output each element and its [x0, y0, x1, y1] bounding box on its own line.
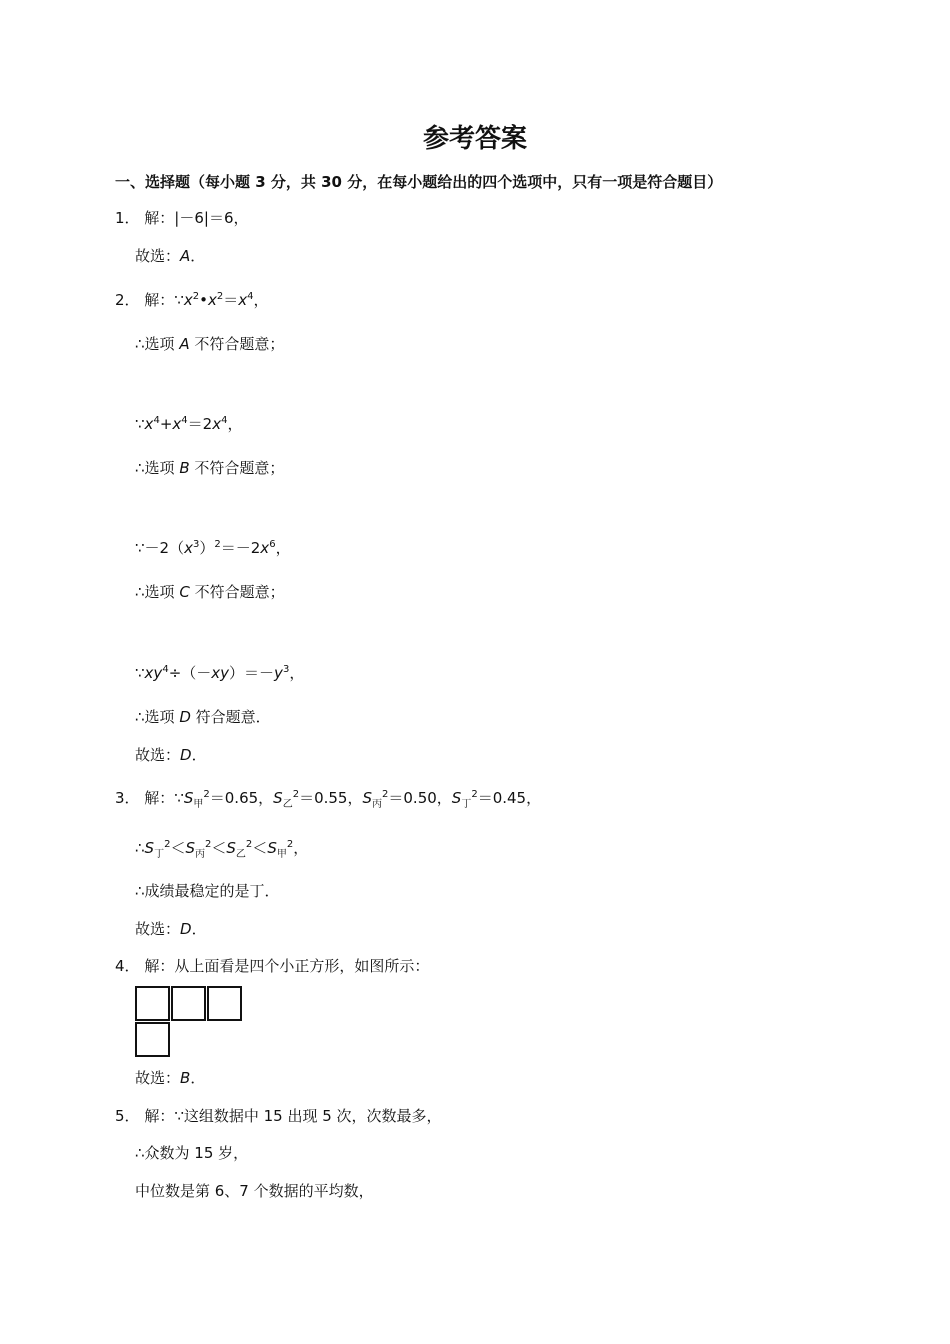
q2-line1: 2． 解：$\because x^2•x^2=x^4$，: [115, 291, 269, 309]
q2-line7: $\because xy^4\div(-xy)=-y^3$，: [135, 664, 305, 682]
q5-line2: ∴众数为 15 岁，: [135, 1144, 249, 1162]
q1-line1: 1． 解：|－6|＝6，: [115, 209, 249, 227]
grid-square: [207, 986, 242, 1021]
grid-square: [135, 986, 170, 1021]
q3-answer: 故选：D．: [135, 920, 207, 938]
q5-line1: 5． 解：∵这组数据中 15 出现 5 次，次数最多，: [115, 1107, 442, 1125]
page-title: 参考答案: [422, 124, 527, 154]
q2-line2: ∴选项 A 不符合题意；: [135, 335, 285, 353]
q2-line4: ∴选项 B 不符合题意；: [135, 459, 285, 477]
q4-line1: 4． 解：从上面看是四个小正方形，如图所示：: [115, 957, 430, 975]
q3-line1: 3． 解：$\because S_甲^2=0.65$，$S_乙^2=0.55$，$S_丙^2=0.50$，$S_丁^2=0.45$，: [115, 789, 542, 810]
q2-line3: $\because x^4+x^4=2x^4$，: [135, 415, 243, 433]
q2-line5: $\because-2(x^3)^2=-2x^6$，: [135, 539, 291, 557]
q1-answer: 故选：A．: [135, 247, 206, 265]
q5-line3: 中位数是第 6、7 个数据的平均数，: [135, 1182, 374, 1200]
section-heading: 一、选择题（每小题 3 分，共 30 分，在每小题给出的四个选项中，只有一项是符合题目）: [115, 173, 723, 191]
q3-line3: ∴成绩最稳定的是丁．: [135, 882, 280, 900]
grid-square: [171, 986, 206, 1021]
q3-line2: $\therefore S_丁^2<S_丙^2<S_乙^2<S_甲^2$，: [135, 839, 309, 860]
q4-text: 解：从上面看是四个小正方形，如图所示：: [144, 957, 430, 975]
grid-square: [135, 1022, 170, 1057]
q2-line6: ∴选项 C 不符合题意；: [135, 583, 285, 601]
q5-text: 解：∵这组数据中 15 出现 5 次，次数最多，: [144, 1107, 442, 1125]
q2-answer: 故选：D．: [135, 746, 207, 764]
q4-answer: 故选：B．: [135, 1069, 206, 1087]
q2-line8: ∴选项 D 符合题意．: [135, 708, 271, 726]
top-view-figure: [135, 986, 243, 1057]
